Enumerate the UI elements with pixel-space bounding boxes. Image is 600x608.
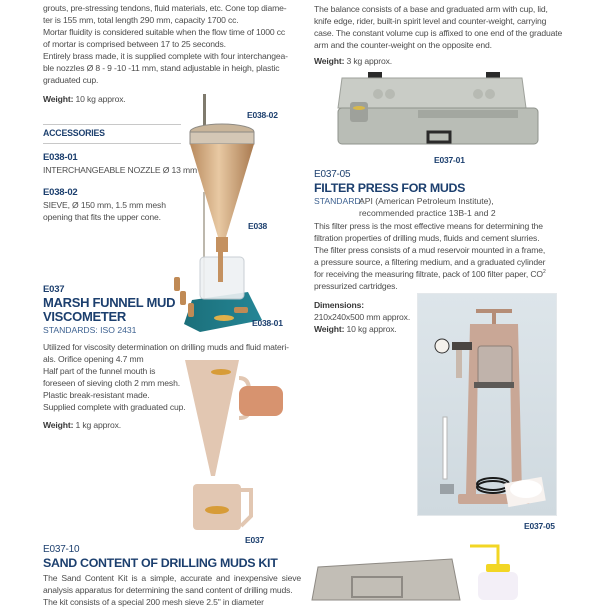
standard-line: recommended practice 13B-1 and 2 <box>359 208 496 218</box>
product-description <box>314 220 584 292</box>
product-title-line: VISCOMETER <box>43 309 126 324</box>
description-line: The kit consists of a special 200 mesh sieve 2.5" in diameter <box>43 597 264 607</box>
product-code: E037-10 <box>43 544 80 555</box>
accessory-code: E038-02 <box>43 187 78 198</box>
description-line: This filter press is the most effective means for determining the <box>314 221 543 231</box>
balance-line: arm and the counter-weight on the opposite end. <box>314 40 492 50</box>
description-line: als. Orifice opening 4.7 mm <box>43 354 144 364</box>
intro-line: of mortar is comprised between 17 to 25 seconds. <box>43 39 226 49</box>
description-line <box>314 268 584 280</box>
intro-line: graduated cup. <box>43 75 99 85</box>
balance-line: The balance consists of a base and graduated arm with cup, lid, <box>314 4 548 14</box>
description-line: filtration properties of drilling muds, fluids and cement slurries. <box>314 233 540 243</box>
figure-label-cone-sieve: E038-02 <box>247 110 278 120</box>
standard-label: STANDARD: <box>314 196 364 206</box>
intro-text <box>43 0 298 86</box>
nozzle-images <box>170 275 250 325</box>
accessory-description-line: opening that fits the upper cone. <box>43 212 161 222</box>
accessory-description <box>43 199 166 223</box>
intro-line: Mortar fluidity is considered suitable when the flow time of 1000 cc <box>43 27 286 37</box>
accessory-description-line: SIEVE, Ø 150 mm, 1.5 mm mesh <box>43 200 166 210</box>
sand-kit-case-image <box>312 555 462 600</box>
product-standard <box>314 195 584 219</box>
description-line: pressurized cartridges. <box>314 281 398 291</box>
figure-label-balance-case: E037-01 <box>434 155 465 165</box>
accessory-code: E038-01 <box>43 152 78 163</box>
balance-line: case. The constant volume cup is affixed to one end of the graduate <box>314 28 563 38</box>
product-code: E037-05 <box>314 169 351 180</box>
description-line: Utilized for viscosity determination on drilling muds and fluid materi- <box>43 342 289 352</box>
intro-line: ter is 155 mm, total length 290 mm, capacity 1700 cc. <box>43 15 239 25</box>
description-line: Half part of the funnel mouth is <box>43 366 156 376</box>
figure-label-filter-press: E037-05 <box>524 521 555 531</box>
balance-line: knife edge, rider, built-in spirit level and counter-weight, carrying <box>314 16 547 26</box>
intro-line: grouts, pre-stressing tendons, fluid materials, etc. Cone top diame- <box>43 3 287 13</box>
weight-label: Weight: <box>314 56 345 66</box>
standard-line: API (American Petroleum Institute), <box>359 196 494 206</box>
mud-balance-case-image <box>338 70 538 150</box>
figure-label-cone: E038 <box>248 221 268 231</box>
description-line: Plastic break-resistant made. <box>43 390 150 400</box>
weight-value: 3 kg approx. <box>344 56 393 66</box>
description-line: The filter press consists of a mud reservoir mounted in a frame, <box>314 245 546 255</box>
wash-bottle-image <box>466 536 526 600</box>
balance-weight <box>314 55 392 67</box>
accessories-heading: ACCESSORIES <box>43 128 105 138</box>
product-title: SAND CONTENT OF DRILLING MUDS KIT <box>43 556 278 570</box>
description-line: foreseen of sieving cloth 2 mm mesh. <box>43 378 180 388</box>
description-line: Supplied complete with graduated cup. <box>43 402 186 412</box>
description-text: for receiving the measuring filtrate, pack of 100 filter paper, CO <box>314 269 543 279</box>
product-standards: STANDARDS: ISO 2431 <box>43 325 137 335</box>
dimensions-value: 210x240x500 mm approx. <box>314 312 411 322</box>
accessories-rule-top <box>43 124 181 125</box>
accessory-description: INTERCHANGEABLE NOZZLE Ø 13 mm <box>43 165 198 175</box>
accessories-rule-bottom <box>43 143 181 144</box>
product-description <box>43 572 301 608</box>
weight-value: 1 kg approx. <box>73 420 122 430</box>
intro-line: Entirely brass made, it is supplied complete with four interchangea- <box>43 51 288 61</box>
description-line: analysis apparatus for determining the sand content of drilling muds. <box>43 585 293 595</box>
balance-text <box>314 3 584 51</box>
weight-label: Weight: <box>43 94 74 104</box>
weight-value: 10 kg approx. <box>73 94 126 104</box>
marsh-funnel-image <box>183 358 293 538</box>
product-specs <box>314 299 410 335</box>
weight-label: Weight: <box>43 420 74 430</box>
description-line: The Sand Content Kit is a simple, accurate and inexpensive sieve <box>43 573 301 583</box>
intro-line: ble nozzles Ø 8 - 9 -10 -11 mm, stand adjustable in heigh, plastic <box>43 63 280 73</box>
dimensions-label: Dimensions: <box>314 300 364 310</box>
product-weight <box>43 419 121 431</box>
product-title <box>43 296 175 324</box>
product-code: E037 <box>43 284 65 295</box>
filter-press-photo <box>417 293 557 516</box>
weight-value: 10 kg approx. <box>344 324 397 334</box>
figure-label-nozzles: E038-01 <box>252 318 283 328</box>
co2-subscript: 2 <box>542 269 546 276</box>
product-title-line: MARSH FUNNEL MUD <box>43 295 176 310</box>
product-title: FILTER PRESS FOR MUDS <box>314 181 466 195</box>
description-line: a pressure source, a filtering medium, and a graduated cylinder <box>314 257 546 267</box>
figure-label-marsh-funnel: E037 <box>245 535 265 545</box>
weight-label: Weight: <box>314 324 345 334</box>
intro-weight <box>43 93 126 105</box>
